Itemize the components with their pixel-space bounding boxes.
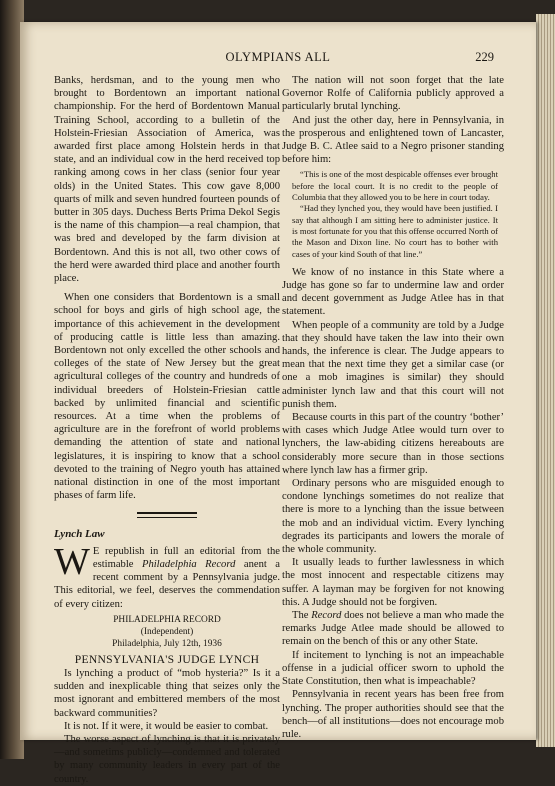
section-divider (137, 512, 197, 518)
quote-paragraph: “This is one of the most despicable offenses ever brought before the local court. It is no credit to the people of Columbia that they allowed you to be here in court today. (292, 169, 498, 203)
paragraph: When people of a community are told by a Judge that they should have taken the law into their own hands, the inference is clear. The Judge appears to mean that the next time they get a similar case (or one a mob imagines is similar) they should administer lynch law and that this court will not punish them. (282, 319, 504, 410)
paragraph: It is not. If it were, it would be easier to combat. (64, 720, 269, 732)
drop-cap: W (54, 540, 90, 583)
paragraph (282, 609, 504, 649)
text: does not believe a man who made the remarks Judge Atlee made should be allowed to remain on the bench of this or any other State. (282, 610, 504, 648)
paragraph: Ordinary persons who are misguided enough to condone lynchings sometimes do not realize that there is more to a lynching than the issue between the mob and an individual victim. Every lynching degrades its participants and lowers the morale of the whole community. (282, 478, 504, 556)
paragraph: Because courts in this part of the country ‘bother’ with cases which Judge Atlee would turn over to lynchers, the law-abiding citizens hereabouts are considerably more secure than in those sections where lynch law has a firmer grip. (282, 412, 504, 476)
paragraph: It usually leads to further lawlessness in which the most innocent and respectable citizens may suffer. A layman may be forgiven for not knowing this. A Judge should not be forgiven. (282, 557, 504, 608)
right-column (282, 74, 504, 741)
book-page (20, 22, 536, 785)
publication-name: Philadelphia Record (141, 558, 236, 570)
paragraph: The worse aspect of lynching is that it is privately—and sometims publicly—condemned and tolerated by many community leaders in every part of the country. (54, 733, 280, 785)
paragraph: We know of no instance in this State where a Judge has gone so far to undermine law and order and decent government as Judge Atlee has in that statement. (282, 266, 504, 318)
section-title: Lynch Law (54, 527, 105, 540)
source-party: (Independent) (140, 626, 194, 637)
block-quote (292, 169, 498, 259)
running-header: OLYMPIANS ALL (225, 50, 331, 64)
paragraph: And just the other day, here in Pennsylvania, in the prosperous and enlightened town of Lancaster, Judge B. C. Atlee said to a Negro prisoner standing before him: (282, 114, 504, 166)
intro-paragraph (54, 540, 281, 611)
paragraph: The nation will not soon forget that the late Governor Rolfe of California publicly approved a particularly brutal lynching. (282, 75, 504, 113)
page-number: 229 (475, 50, 494, 64)
text: The (292, 610, 312, 622)
intro-text-end: anent a recent comment by a Pennsylvania judge. This editorial, we feel, deserves the commendation of every citizen: (54, 558, 281, 610)
intro-text: E republish in full an editorial from the estimable (92, 545, 280, 570)
source-name: PHILADELPHIA RECORD (113, 614, 221, 625)
paragraph: When one considers that Bordentown is a small school for boys and girls of high school age, the importance of this achievement in the development of producing cattle is little less than amazing. Bordentown not only excelled the other schools and colleges of the state of New Jersey but the great agricultural colleges of the country and hundreds of individual breeders of Holstein-Friesian cattle backed by unlimited financial and scientific resources. At a time when the problems of agriculture are in the forefront of world problems demanding the attention of state and national legislatures, it is inspiring to know that a school devoted to the training of Negro youth has attained national distinction in one of the most important phases of farm life. (54, 292, 280, 502)
paragraph: If incitement to lynching is not an impeachable offense in a judicial officer sworn to uphold the State Constitution, then what is impeachable? (282, 649, 504, 688)
editorial-headline: PENNSYLVANIA'S JUDGE LYNCH (74, 652, 260, 666)
paragraph: Pennsylvania in recent years has been free from lynching. The proper authorities should see that the bench—of all institutions—does not encourage mob rule. (282, 689, 504, 740)
page-edges (536, 14, 555, 747)
publication-name: Record (311, 610, 342, 622)
left-column (54, 74, 280, 786)
source-date: Philadelphia, July 12th, 1936 (112, 638, 222, 649)
paragraph: Banks, herdsman, and to the young men who brought to Bordentown an important national championship. For the herd of Bordentown Manual Training School, according to a bulletin of the Holstein-Friesian Association of America, was awarded first place among Holstein herds in that state, and an individual cow in the herd received top ranking among cows in her class (senior four year olds) in the United States. This cow gave 8,000 quarts of milk and seven hundred fourteen pounds of butter in 305 days. Duchess Berts Prima Dekol Segis is the name of this champion—a real champion, that was bred and developed by the farm division at Bordentown. And this is not all, two other cows of the herd were awarded third place and another fourth place. (54, 75, 280, 285)
paragraph: Is lynching a product of “mob hysteria?” Is it a sudden and inexplicable thing that seizes only the most ignorant and embittered members of the most backward communities? (54, 667, 280, 719)
quote-paragraph: “Had they lynched you, they would have been justified. I say that although I am sitting here to administer justice. It is most fortunate for you that this offense occurred North of the Mason and Dixon line. No court has to bother with cases of your kind South of that line.” (292, 203, 498, 259)
